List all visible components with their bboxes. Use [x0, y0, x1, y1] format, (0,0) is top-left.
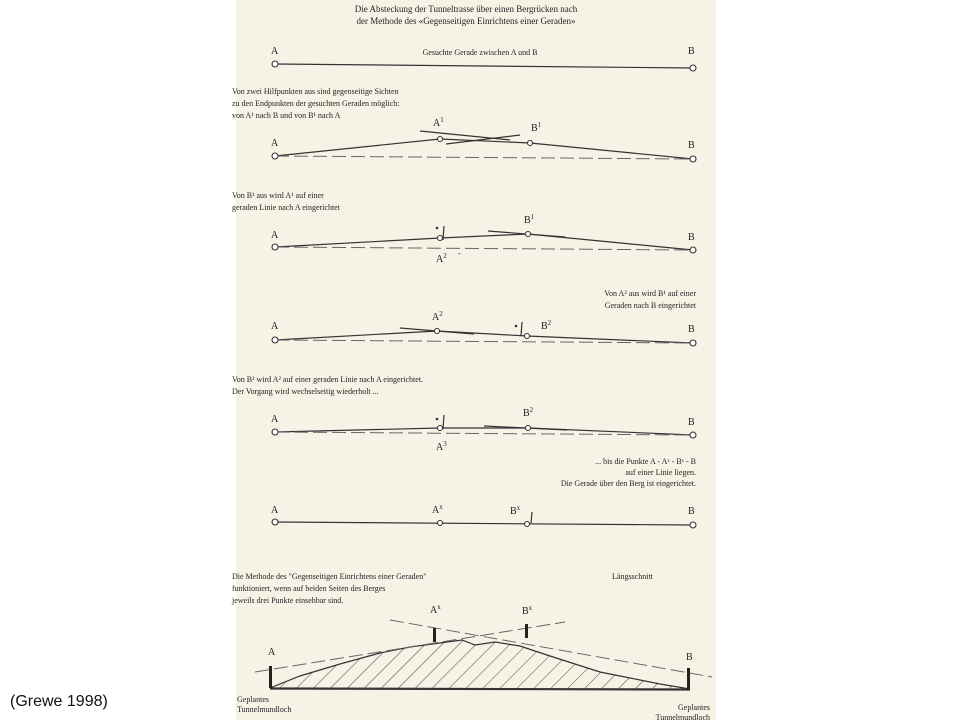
text-line-2: Der Vorgang wird wechselseitig wiederholt ... [232, 387, 379, 396]
header-line-1: Die Absteckung der Tunneltrasse über einen Bergrücken nach [354, 4, 578, 14]
svg-text:-: - [458, 249, 461, 258]
label-a: A [271, 414, 279, 425]
text-line-2: Geraden nach B eingerichtet [604, 301, 696, 310]
label-b: B [688, 417, 695, 428]
label-b: B [688, 46, 695, 57]
label-b2: $B^2$ [523, 406, 534, 419]
text-line-1: Von B¹ aus wird A¹ auf einer [232, 191, 324, 200]
label-a1: $A^1$ [433, 116, 444, 129]
label-ax: $A^x$ [432, 503, 443, 516]
text-line-3: Die Gerade über den Berg ist eingerichtet. [560, 479, 696, 488]
label-b2: $B^2$ [541, 319, 552, 332]
label-b1: $B^1$ [524, 213, 535, 226]
text-line-3: von A¹ nach B und von B¹ nach A [232, 111, 341, 120]
label-bx: $B^x$ [522, 604, 533, 617]
text-line-1: ... bis die Punkte A - Aˣ - Bˣ - B [595, 457, 696, 466]
label-a3: $A^3$ [436, 440, 447, 453]
step-6-aligned [271, 457, 696, 528]
label-a2: $A^2$ [432, 310, 443, 323]
section-label: Längsschnitt [612, 572, 653, 581]
step-2-auxiliary-points [232, 87, 696, 162]
label-bx: $B^x$ [510, 504, 521, 517]
caption: Gesuchte Gerade zwischen A und B [422, 48, 538, 57]
text-line-1: Von A² aus wird B¹ auf einer [604, 289, 696, 298]
label-b: B [688, 324, 695, 335]
text-line-2: auf einer Linie liegen. [625, 468, 696, 477]
text-line-1: Von B² wird A² auf einer geraden Linie nach A eingerichtet. [232, 375, 424, 384]
label-a: A [271, 46, 279, 57]
label-ax: $A^x$ [430, 603, 441, 616]
label-a: A [271, 230, 279, 241]
label-b1: $B^1$ [531, 121, 542, 134]
portal-left-line-1: Geplantes [237, 695, 269, 704]
mountain-profile [270, 640, 690, 689]
label-b: B [688, 506, 695, 517]
portal-right-line-1: Geplantes [678, 703, 710, 712]
text-line-1: Von zwei Hilfpunkten aus sind gegenseitige Sichten [232, 87, 399, 96]
label-a: A [268, 647, 276, 658]
step-5-repeat [232, 375, 696, 453]
text-line-2: geraden Linie nach A eingerichtet [232, 203, 340, 212]
step-7-longitudinal-section [231, 572, 712, 720]
text-line-2: funktioniert, wenn auf beiden Seiten des Berges [232, 584, 386, 593]
text-line-2: zu den Endpunkten der gesuchten Geraden möglich: [232, 99, 400, 108]
step-1-straight-line [271, 46, 696, 71]
step-4-align-b1 [271, 289, 697, 346]
label-b: B [688, 232, 695, 243]
header-line-2: der Methode des «Gegenseitigen Einrichtens einer Geraden» [356, 16, 576, 26]
citation-text: (Grewe 1998) [10, 693, 108, 710]
label-b: B [686, 652, 693, 663]
label-a2: $A^2$ [436, 252, 447, 265]
label-a: A [271, 321, 279, 332]
step-3-align-a1 [232, 191, 696, 265]
portal-left-line-2: Tunnelmundloch [237, 705, 292, 714]
label-b: B [688, 140, 695, 151]
label-a: A [271, 505, 279, 516]
portal-right-line-2: Tunnelmundloch [655, 713, 710, 720]
label-a: A [271, 138, 279, 149]
text-line-1: Die Methode des "Gegenseitigen Einrichtens einer Geraden" [232, 572, 427, 581]
text-line-3: jeweils drei Punkte einsehbar sind. [232, 596, 344, 605]
